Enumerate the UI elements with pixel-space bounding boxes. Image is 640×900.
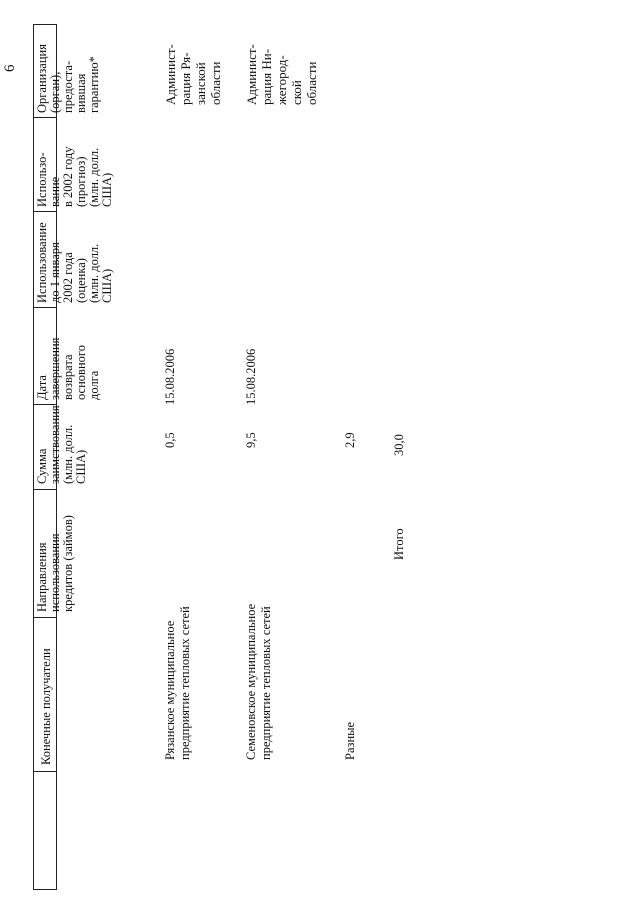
page-number: 6 — [2, 64, 18, 72]
table-row-recipient: Разные — [343, 721, 357, 760]
header-recipients: Конечные получатели — [39, 648, 53, 765]
table-top-border — [33, 25, 34, 890]
col-divider — [33, 771, 57, 772]
table-row-recipient: Семеновское муниципальное предприятие тепловых сетей — [244, 603, 273, 760]
col-divider — [33, 307, 57, 308]
table-row-repayment-date: 15.08.2006 — [244, 348, 258, 405]
header-guarantor: Организация (орган), предоста- вившая гарантию* — [35, 44, 101, 113]
table-row-guarantor: Админист- рация Ни- жегород- ской области — [244, 44, 319, 105]
table-row-amount: 2,9 — [343, 432, 357, 448]
col-divider — [33, 211, 57, 212]
header-repayment-date: Дата завершения возврата основного долга — [35, 337, 101, 400]
col-divider — [33, 889, 57, 890]
col-divider — [33, 24, 57, 25]
table-row-recipient: Рязанское муниципальное предприятие тепловых сетей — [163, 606, 192, 760]
header-directions: Направления использования кредитов (займов) — [35, 515, 75, 612]
total-amount: 30,0 — [392, 434, 406, 456]
total-label: Итого — [392, 528, 406, 560]
table-row-amount: 0,5 — [163, 432, 177, 448]
header-amount: Сумма заимствования (млн. долл. США) — [35, 405, 88, 484]
table-row-guarantor: Админист- рация Ря- занской области — [163, 44, 223, 105]
col-divider — [33, 117, 57, 118]
table-row-repayment-date: 15.08.2006 — [163, 348, 177, 405]
table-row-amount: 9,5 — [244, 432, 258, 448]
col-divider — [33, 489, 57, 490]
col-divider — [33, 617, 57, 618]
header-use-2002: Использо- вание в 2002 году (прогноз) (млн. долл. США) — [35, 146, 114, 207]
header-used-to-2002: Использование до 1 января 2002 года (оценка) (млн. долл. США) — [35, 222, 114, 303]
